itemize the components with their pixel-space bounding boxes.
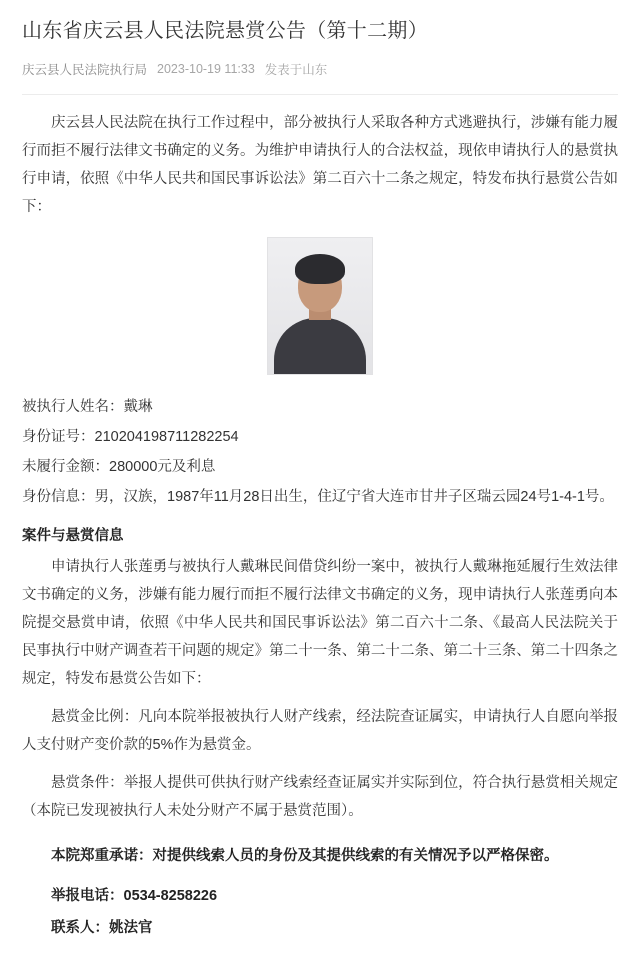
- person-id-label: 身份证号：: [22, 429, 95, 445]
- person-info-value: 男，汉族，1987年11月28日出生，住辽宁省大连市甘井子区瑞云园24号1-4-1号。: [94, 489, 614, 505]
- page-title: 山东省庆云县人民法院悬赏公告（第十二期）: [22, 20, 428, 42]
- meta-time: 2023-10-19 11:33: [157, 62, 255, 76]
- person-name-label: 被执行人姓名：: [22, 399, 124, 415]
- case-paragraph-1: 申请执行人张莲勇与被执行人戴琳民间借贷纠纷一案中，被执行人戴琳拖延履行生效法律文书确定的义务，涉嫌有能力履行而拒不履行法律文书确定的义务，现申请执行人张莲勇向本院提交悬赏申请，依照《中华人民共和国民事诉讼法》第二百六十二条、《最高人民法院关于民事执行中财产调查若干问题的规定》第二十一条、第二十二条、第二十三条、第二十四条之规定，特发布悬赏公告如下：: [22, 559, 618, 687]
- confidentiality-promise: 本院郑重承诺：对提供线索人员的身份及其提供线索的有关情况予以严格保密。: [51, 848, 559, 864]
- case-paragraph-3: 悬赏条件：举报人提供可供执行财产线索经查证属实并实际到位，符合执行悬赏相关规定（本院已发现被执行人未处分财产不属于悬赏范围）。: [22, 775, 618, 819]
- person-info-row: [22, 483, 618, 511]
- section-title-case: 案件与悬赏信息: [22, 528, 124, 544]
- person-name-value: 戴琳: [123, 399, 153, 415]
- person-name-row: [22, 393, 618, 421]
- article-meta: [22, 60, 618, 88]
- intro-paragraph: 庆云县人民法院在执行工作过程中，部分被执行人采取各种方式逃避执行，涉嫌有能力履行而拒不履行法律文书确定的义务。为维护申请执行人的合法权益，现依申请执行人的悬赏执行申请，依照《中华人民共和国民事诉讼法》第二百六十二条之规定，特发布执行悬赏公告如下：: [22, 115, 618, 215]
- person-id-value: 210204198711282254: [94, 429, 239, 445]
- report-phone: 举报电话：0534-8258226: [51, 888, 218, 904]
- contact-person: 联系人：姚法官: [51, 920, 153, 936]
- case-paragraph-2: 悬赏金比例：凡向本院举报被执行人财产线索，经法院查证属实，申请执行人自愿向举报人支付财产变价款的5%作为悬赏金。: [22, 709, 618, 753]
- header-divider: [22, 94, 618, 95]
- person-amount-value: 280000元及利息: [109, 459, 216, 475]
- photo-container: [22, 237, 618, 375]
- photo-hair: [295, 254, 345, 284]
- person-amount-row: [22, 453, 618, 481]
- person-id-row: [22, 423, 618, 451]
- meta-location: 发表于山东: [264, 63, 328, 77]
- person-amount-label: 未履行金额：: [22, 459, 109, 475]
- person-info-label: 身份信息：: [22, 489, 95, 505]
- defendant-photo: [267, 237, 373, 375]
- meta-source: 庆云县人民法院执行局: [22, 63, 148, 77]
